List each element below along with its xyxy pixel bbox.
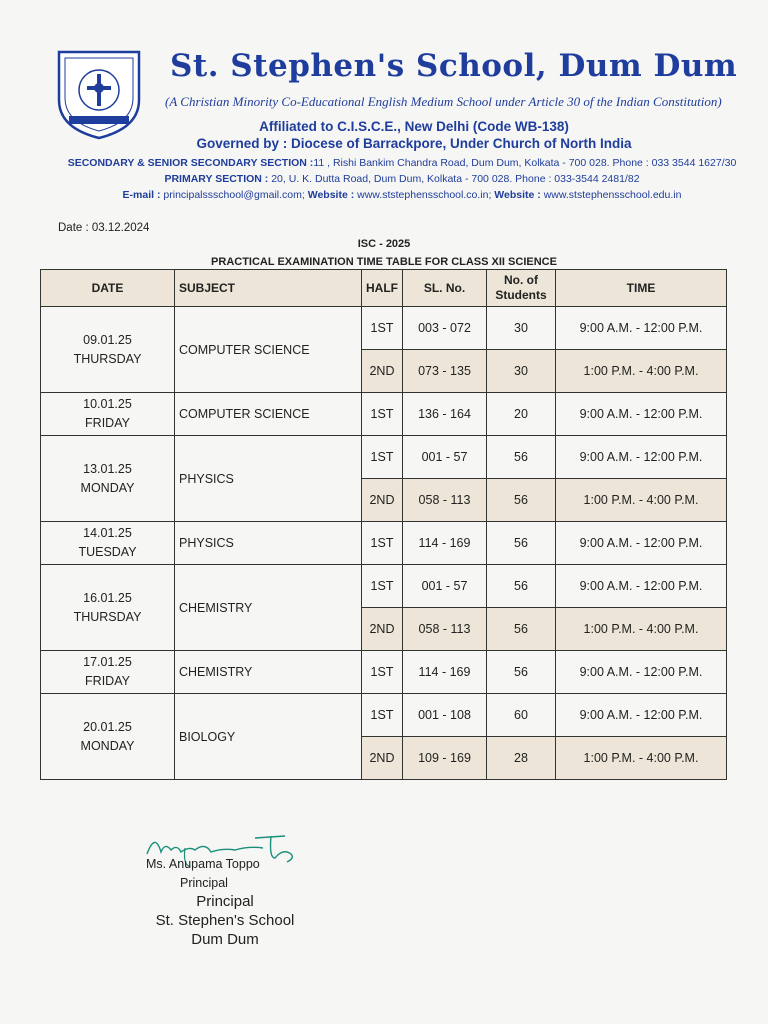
signatory-role: Principal [180, 876, 228, 890]
subject-cell: CHEMISTRY [175, 651, 362, 694]
website-1[interactable]: www.ststephensschool.co.in; [357, 189, 492, 201]
students-cell: 56 [487, 608, 556, 651]
sl-no-cell: 136 - 164 [403, 393, 487, 436]
students-cell: 56 [487, 651, 556, 694]
date-cell [41, 565, 175, 651]
half-cell: 1ST [362, 565, 403, 608]
half-cell: 2ND [362, 350, 403, 393]
students-cell: 30 [487, 307, 556, 350]
exam-day: THURSDAY [73, 609, 142, 624]
principal-stamp [140, 892, 310, 949]
sl-no-cell: 001 - 57 [403, 565, 487, 608]
half-cell: 2ND [362, 737, 403, 780]
table-row [41, 307, 727, 350]
sl-no-cell: 001 - 108 [403, 694, 487, 737]
website-label-1: Website : [307, 189, 355, 201]
email-label: E-mail : [122, 189, 161, 201]
sl-no-cell: 003 - 072 [403, 307, 487, 350]
exam-day: FRIDAY [85, 416, 130, 430]
date-cell [41, 436, 175, 522]
date-cell [41, 522, 175, 565]
header-sl-no: SL. No. [403, 270, 487, 307]
contact-line [18, 189, 768, 201]
exam-date: 13.01.25 [83, 461, 132, 476]
students-cell: 56 [487, 565, 556, 608]
school-subtitle: (A Christian Minority Co-Educational English Medium School under Article 30 of the Indian Constitution) [165, 94, 722, 109]
sl-no-cell: 114 - 169 [403, 522, 487, 565]
half-cell: 1ST [362, 651, 403, 694]
time-cell: 1:00 P.M. - 4:00 P.M. [556, 350, 727, 393]
header-time: TIME [556, 270, 727, 307]
exam-day: MONDAY [80, 738, 135, 753]
sl-no-cell: 114 - 169 [403, 651, 487, 694]
students-cell: 28 [487, 737, 556, 780]
date-cell [41, 651, 175, 694]
governed-by-line: Governed by : Diocese of Barrackpore, Under Church of North India [196, 136, 632, 151]
exam-date: 16.01.25 [83, 590, 132, 605]
header-half: HALF [362, 270, 403, 307]
time-cell: 9:00 A.M. - 12:00 P.M. [556, 307, 727, 350]
exam-date: 17.01.25 [83, 655, 132, 669]
half-cell: 1ST [362, 307, 403, 350]
header-date: DATE [41, 270, 175, 307]
table-title: PRACTICAL EXAMINATION TIME TABLE FOR CLASS XII SCIENCE [211, 256, 557, 268]
half-cell: 1ST [362, 393, 403, 436]
half-cell: 2ND [362, 479, 403, 522]
table-row [41, 436, 727, 479]
students-cell: 60 [487, 694, 556, 737]
table-header-row [41, 270, 727, 307]
subject-cell: CHEMISTRY [175, 565, 362, 651]
subject-cell: BIOLOGY [175, 694, 362, 780]
time-cell: 9:00 A.M. - 12:00 P.M. [556, 436, 727, 479]
email-value[interactable]: principalssschool@gmail.com; [163, 189, 305, 201]
header-subject: SUBJECT [175, 270, 362, 307]
exam-title: ISC - 2025 [357, 238, 411, 250]
subject-cell: PHYSICS [175, 522, 362, 565]
school-name: St. Stephen's School, Dum Dum [170, 48, 738, 84]
document-date: Date : 03.12.2024 [58, 222, 150, 234]
students-cell: 20 [487, 393, 556, 436]
primary-address: 20, U. K. Dutta Road, Dum Dum, Kolkata - 700 028. Phone : 033-3544 2481/82 [271, 173, 640, 185]
time-cell: 9:00 A.M. - 12:00 P.M. [556, 522, 727, 565]
exam-date: 10.01.25 [83, 397, 132, 411]
table-row [41, 522, 727, 565]
table-row [41, 393, 727, 436]
time-cell: 1:00 P.M. - 4:00 P.M. [556, 608, 727, 651]
subject-cell: PHYSICS [175, 436, 362, 522]
sl-no-cell: 058 - 113 [403, 608, 487, 651]
stamp-line-2: St. Stephen's School [155, 912, 295, 929]
sl-no-cell: 001 - 57 [403, 436, 487, 479]
stamp-line-1: Principal [196, 893, 254, 910]
half-cell: 2ND [362, 608, 403, 651]
website-label-2: Website : [494, 189, 541, 201]
secondary-address: 11 , Rishi Bankim Chandra Road, Dum Dum, Kolkata - 700 028. Phone : 033 3544 1627/30 [313, 157, 737, 169]
affiliation-line: Affiliated to C.I.S.C.E., New Delhi (Code WB-138) [259, 119, 569, 134]
exam-day: THURSDAY [73, 351, 142, 366]
students-cell: 56 [487, 522, 556, 565]
sl-no-cell: 058 - 113 [403, 479, 487, 522]
students-cell: 56 [487, 436, 556, 479]
date-cell [41, 694, 175, 780]
time-cell: 1:00 P.M. - 4:00 P.M. [556, 479, 727, 522]
sl-no-cell: 073 - 135 [403, 350, 487, 393]
time-cell: 9:00 A.M. - 12:00 P.M. [556, 694, 727, 737]
exam-day: FRIDAY [85, 674, 130, 688]
date-cell [41, 307, 175, 393]
stamp-line-3: Dum Dum [191, 931, 259, 948]
signatory-name: Ms. Anupama Toppo [146, 857, 260, 871]
date-cell [41, 393, 175, 436]
time-cell: 9:00 A.M. - 12:00 P.M. [556, 565, 727, 608]
exam-day: TUESDAY [78, 545, 137, 559]
sl-no-cell: 109 - 169 [403, 737, 487, 780]
students-cell: 30 [487, 350, 556, 393]
table-row [41, 694, 727, 737]
exam-day: MONDAY [80, 480, 135, 495]
time-cell: 1:00 P.M. - 4:00 P.M. [556, 737, 727, 780]
subject-cell: COMPUTER SCIENCE [175, 307, 362, 393]
half-cell: 1ST [362, 694, 403, 737]
secondary-address-line [18, 157, 768, 169]
half-cell: 1ST [362, 436, 403, 479]
primary-label: PRIMARY SECTION : [164, 173, 269, 185]
table-row [41, 565, 727, 608]
students-cell: 56 [487, 479, 556, 522]
time-cell: 9:00 A.M. - 12:00 P.M. [556, 651, 727, 694]
half-cell: 1ST [362, 522, 403, 565]
table-row [41, 651, 727, 694]
header-students: No. of Students [487, 270, 556, 307]
subject-cell: COMPUTER SCIENCE [175, 393, 362, 436]
website-2[interactable]: www.ststephensschool.edu.in [543, 189, 682, 201]
timetable [40, 269, 727, 780]
exam-date: 14.01.25 [83, 526, 132, 540]
secondary-label: SECONDARY & SENIOR SECONDARY SECTION : [67, 157, 314, 169]
primary-address-line [18, 173, 768, 185]
exam-date: 09.01.25 [83, 332, 132, 347]
time-cell: 9:00 A.M. - 12:00 P.M. [556, 393, 727, 436]
exam-date: 20.01.25 [83, 719, 132, 734]
